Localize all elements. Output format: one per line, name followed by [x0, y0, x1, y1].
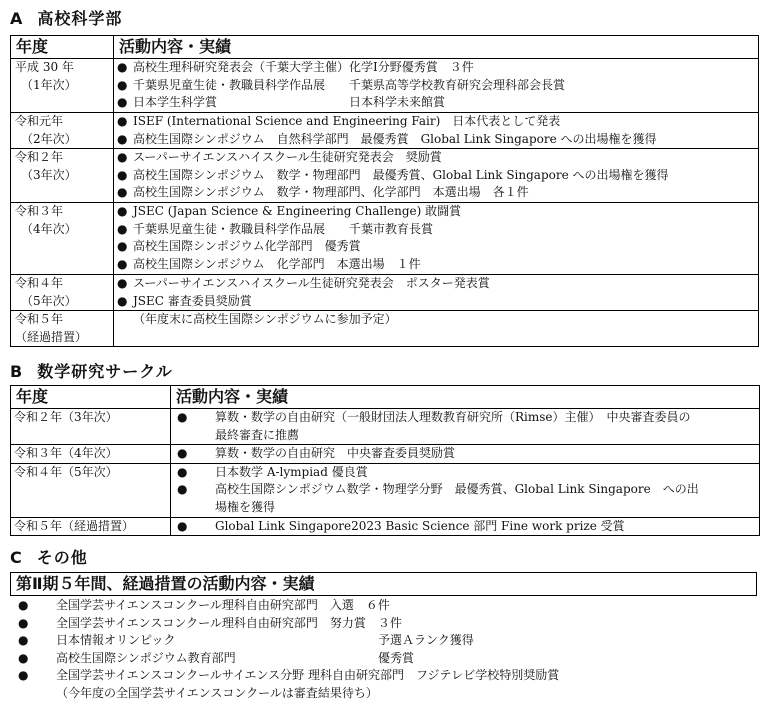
list-item: ● 高校生国際シンポジウム 数学・物理部門、化学部門 本選出場 各１件 [117, 184, 758, 202]
bullet-icon: ● [177, 482, 188, 496]
table-a-header-activity: 活動内容・実績 [114, 36, 759, 59]
bullet-icon: ● [18, 598, 29, 612]
bullet-icon: ● [117, 204, 128, 218]
year-cell: 令和５年（経過措置） [11, 517, 171, 536]
section-b-title [10, 359, 173, 382]
grade-label: （経過措置） [15, 329, 88, 344]
bullet-icon: ● [177, 446, 188, 460]
activity-cell [114, 149, 759, 203]
activity-cell [171, 409, 760, 445]
bullet-icon: ● [18, 615, 29, 630]
bullet-icon: ● [117, 239, 128, 253]
list-item: ● 千葉県児童生徒・教職員科学作品展 千葉県高等学校教育研究会理科部会長賞 [117, 77, 758, 95]
section-a-letter: A [10, 9, 24, 28]
year-cell [11, 203, 114, 275]
list-item: ● 日本学生科学賞 日本科学未来館賞 [117, 94, 758, 112]
table-a-header-year: 年度 [11, 36, 114, 59]
list-c [10, 597, 760, 702]
note-text: （年度末に高校生国際シンポジウムに参加予定） [133, 312, 397, 326]
section-c-name: その他 [36, 548, 88, 567]
bullet-icon: ● [18, 668, 29, 682]
section-b-name: 数学研究サークル [37, 362, 173, 381]
table-row [11, 275, 759, 311]
table-b-header-year: 年度 [11, 386, 171, 409]
year-cell [11, 311, 114, 347]
list-item: ● 全国学芸サイエンスコンクールサイエンス分野 理科自由研究部門 フジテレビ学校特別奨励賞 [10, 667, 760, 685]
bullet-icon: ● [117, 114, 128, 128]
table-row [11, 59, 759, 113]
list-item: ● ISEF (International Science and Engineering Fair) 日本代表として発表 [117, 113, 758, 131]
table-row [11, 113, 759, 149]
bullet-icon: ● [117, 276, 128, 290]
list-item-continuation: 場権を獲得 [215, 499, 276, 514]
activity-cell [114, 275, 759, 311]
list-item: ● 全国学芸サイエンスコンクール理科自由研究部門 努力賞 ３件 [10, 615, 760, 633]
bullet-icon: ● [117, 256, 128, 271]
grade-label: （1年次） [21, 77, 77, 92]
table-row [11, 463, 760, 517]
list-item: ● Global Link Singapore2023 Basic Science 部門 Fine work prize 受賞 [174, 518, 759, 536]
list-item-continuation: 最終審査に推薦 [215, 427, 300, 442]
year-label: 令和４年 [15, 276, 64, 290]
bullet-icon: ● [18, 633, 29, 647]
table-row [11, 409, 760, 445]
section-b-letter: B [10, 362, 24, 381]
list-item: ● 高校生国際シンポジウム 数学・物理部門 最優秀賞、Global Link Singapore への出場権を獲得 [117, 167, 758, 185]
bullet-icon: ● [177, 464, 188, 479]
bullet-icon: ● [117, 185, 128, 199]
year-cell [11, 149, 114, 203]
list-item: ● 高校生国際シンポジウム数学・物理学分野 最優秀賞、Global Link Singapore への出 [174, 481, 759, 499]
table-row [11, 149, 759, 203]
list-item: ● 高校生国際シンポジウム教育部門 優秀賞 [10, 650, 760, 668]
year-label: 令和２年 [15, 150, 64, 164]
year-label: 令和元年 [15, 114, 64, 128]
list-item: ● スーパーサイエンスハイスクール生徒研究発表会 ポスター発表賞 [117, 275, 758, 293]
year-cell: 令和３年（4年次） [11, 445, 171, 464]
year-label: 平成 30 年 [15, 60, 74, 74]
year-label: 令和３年 [15, 204, 64, 218]
bullet-icon: ● [117, 95, 128, 109]
list-item: ● スーパーサイエンスハイスクール生徒研究発表会 奨励賞 [117, 149, 758, 167]
activity-cell [171, 445, 760, 464]
list-item: ● 千葉県児童生徒・教職員科学作品展 千葉市教育長賞 [117, 221, 758, 239]
section-a-name: 高校科学部 [37, 9, 123, 28]
list-item: ● JSEC 審査委員奨励賞 [117, 293, 758, 311]
section-c-letter: C [10, 548, 23, 567]
table-row [11, 311, 759, 347]
list-item: ● 算数・数学の自由研究（一般財団法人理数教育研究所（Rimse）主催） 中央審査委員の [174, 409, 759, 427]
list-item: ● JSEC (Japan Science & Engineering Challenge) 敢闘賞 [117, 203, 758, 221]
grade-label: （5年次） [21, 293, 77, 308]
bullet-icon: ● [117, 221, 128, 236]
table-row [11, 517, 760, 536]
year-cell [11, 275, 114, 311]
year-cell [11, 59, 114, 113]
activity-cell [171, 463, 760, 517]
activity-cell [114, 113, 759, 149]
year-cell: 令和４年（5年次） [11, 463, 171, 517]
bullet-icon: ● [18, 650, 29, 665]
table-row [11, 445, 760, 464]
list-item: ● 高校生理科研究発表会（千葉大学主催）化学Ⅰ分野優秀賞 ３件 [117, 59, 758, 77]
grade-label: （2年次） [21, 131, 77, 146]
bullet-icon: ● [117, 77, 128, 92]
grade-label: （3年次） [21, 167, 77, 182]
activity-cell [171, 517, 760, 536]
table-row [11, 203, 759, 275]
list-item: ● 高校生国際シンポジウム化学部門 優秀賞 [117, 238, 758, 256]
bullet-icon: ● [117, 293, 128, 308]
bullet-icon: ● [117, 60, 128, 74]
section-a-title [10, 6, 122, 29]
bullet-icon: ● [177, 410, 188, 424]
table-c-header: 第Ⅱ期５年間、経過措置の活動内容・実績 [11, 573, 757, 596]
table-c [10, 572, 757, 596]
list-item: ● 日本数学 A-lympiad 優良賞 [174, 464, 759, 482]
year-cell: 令和２年（3年次） [11, 409, 171, 445]
list-item: ● 算数・数学の自由研究 中央審査委員奨励賞 [174, 445, 759, 463]
bullet-icon: ● [177, 518, 188, 533]
grade-label: （4年次） [21, 221, 77, 236]
list-item: ● 高校生国際シンポジウム 化学部門 本選出場 １件 [117, 256, 758, 274]
activity-cell [114, 203, 759, 275]
list-item: ● 日本情報オリンピック 予選Ａランク獲得 [10, 632, 760, 650]
year-cell [11, 113, 114, 149]
list-item: ● 高校生国際シンポジウム 自然科学部門 最優秀賞 Global Link Singapore への出場権を獲得 [117, 131, 758, 149]
activity-cell [114, 311, 759, 347]
bullet-icon: ● [117, 131, 128, 146]
list-item: ● 全国学芸サイエンスコンクール理科自由研究部門 入選 ６件 [10, 597, 760, 615]
table-b-header-activity: 活動内容・実績 [171, 386, 760, 409]
year-label: 令和５年 [15, 312, 64, 326]
activity-cell [114, 59, 759, 113]
note-text: （今年度の全国学芸サイエンスコンクールは審査結果待ち） [56, 685, 378, 700]
bullet-icon: ● [117, 167, 128, 182]
section-c-title [10, 545, 88, 568]
table-b [10, 385, 760, 536]
table-a [10, 35, 759, 347]
bullet-icon: ● [117, 150, 128, 164]
